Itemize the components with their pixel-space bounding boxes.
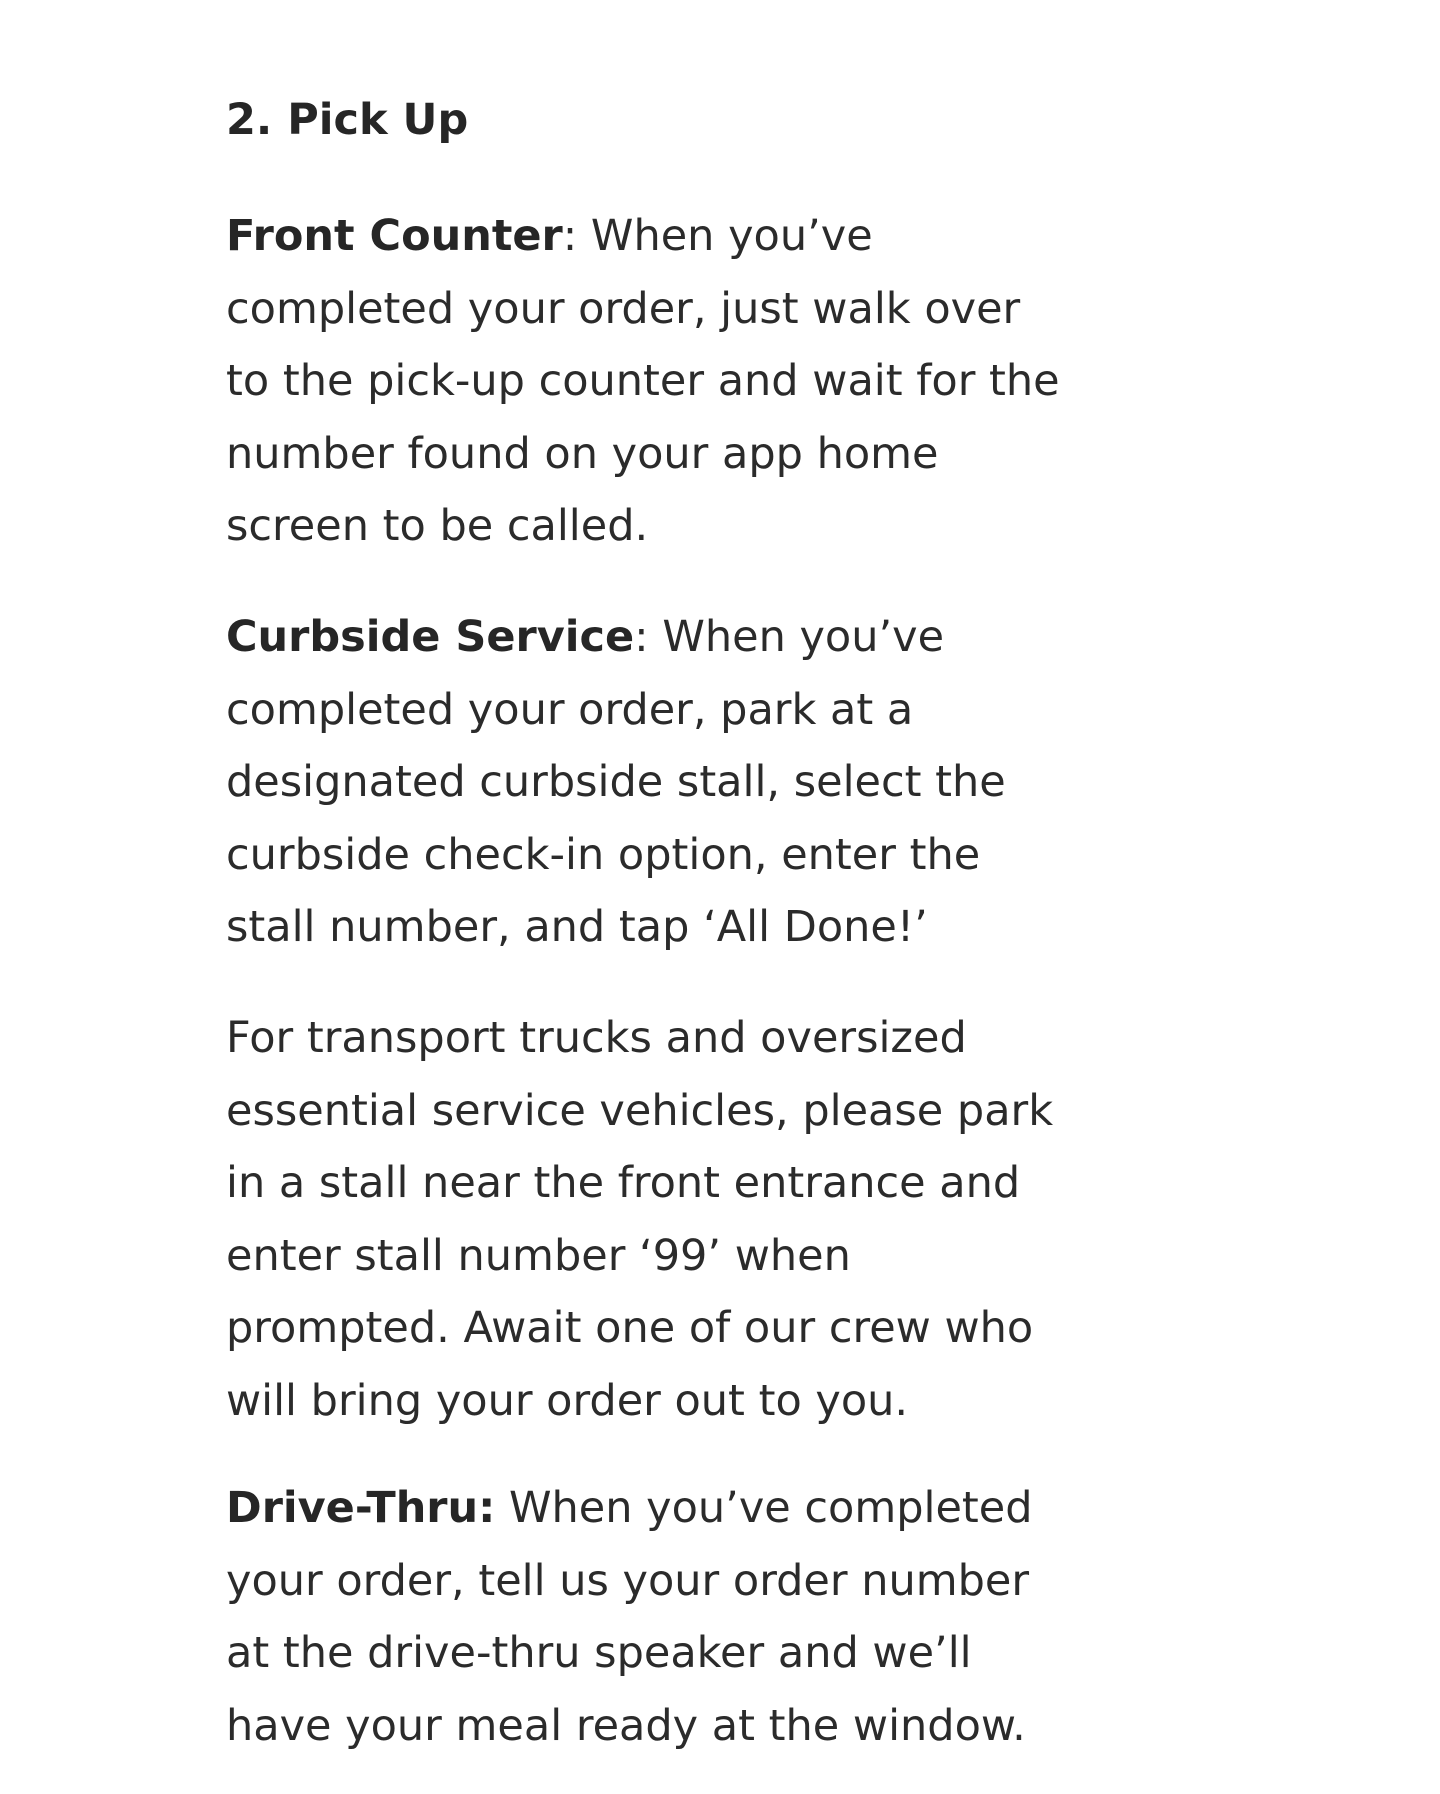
paragraph-line: prompted. Await one of our crew who bbox=[226, 1303, 1034, 1353]
drive-thru-paragraph bbox=[226, 1472, 1126, 1762]
paragraph-line: Drive-Thru: When you’ve completed bbox=[226, 1483, 1033, 1533]
paragraph-line: number found on your app home bbox=[226, 428, 939, 479]
paragraph-line: completed your order, just walk over bbox=[226, 283, 1021, 334]
front-counter-paragraph bbox=[226, 200, 1126, 563]
paragraph-line: at the drive-thru speaker and we’ll bbox=[226, 1628, 972, 1678]
paragraph-line: have your meal ready at the window. bbox=[226, 1700, 1026, 1751]
drive-thru-label: Drive-Thru: bbox=[226, 1483, 496, 1533]
paragraph-line: to the pick-up counter and wait for the bbox=[226, 356, 1060, 406]
paragraph-line: stall number, and tap ‘All Done!’ bbox=[226, 902, 928, 952]
paragraph-line: designated curbside stall, select the bbox=[226, 757, 1006, 807]
label-suffix: : bbox=[562, 211, 578, 261]
front-counter-label: Front Counter bbox=[226, 211, 563, 261]
paragraph-line: completed your order, park at a bbox=[226, 684, 914, 735]
curbside-service-label: Curbside Service bbox=[226, 612, 635, 662]
paragraph-line: Front Counter: When you’ve bbox=[226, 211, 873, 261]
paragraph-line: your order, tell us your order number bbox=[226, 1555, 1030, 1606]
paragraph-line: For transport trucks and oversized bbox=[226, 1013, 967, 1063]
curbside-service-paragraph bbox=[226, 601, 1126, 964]
paragraph-line: in a stall near the front entrance and bbox=[226, 1158, 1021, 1208]
section-title: 2. Pick Up bbox=[226, 95, 469, 145]
paragraph-line: enter stall number ‘99’ when bbox=[226, 1230, 851, 1281]
paragraph-line: curbside check-in option, enter the bbox=[226, 829, 981, 880]
paragraph-line: essential service vehicles, please park bbox=[226, 1085, 1054, 1136]
paragraph-line: screen to be called. bbox=[226, 501, 649, 551]
paragraph-line: Curbside Service: When you’ve bbox=[226, 612, 945, 662]
oversized-vehicles-paragraph bbox=[226, 1002, 1126, 1437]
paragraph-line: will bring your order out to you. bbox=[226, 1375, 909, 1426]
pickup-instructions bbox=[226, 92, 1126, 1751]
label-suffix: : bbox=[634, 612, 649, 662]
